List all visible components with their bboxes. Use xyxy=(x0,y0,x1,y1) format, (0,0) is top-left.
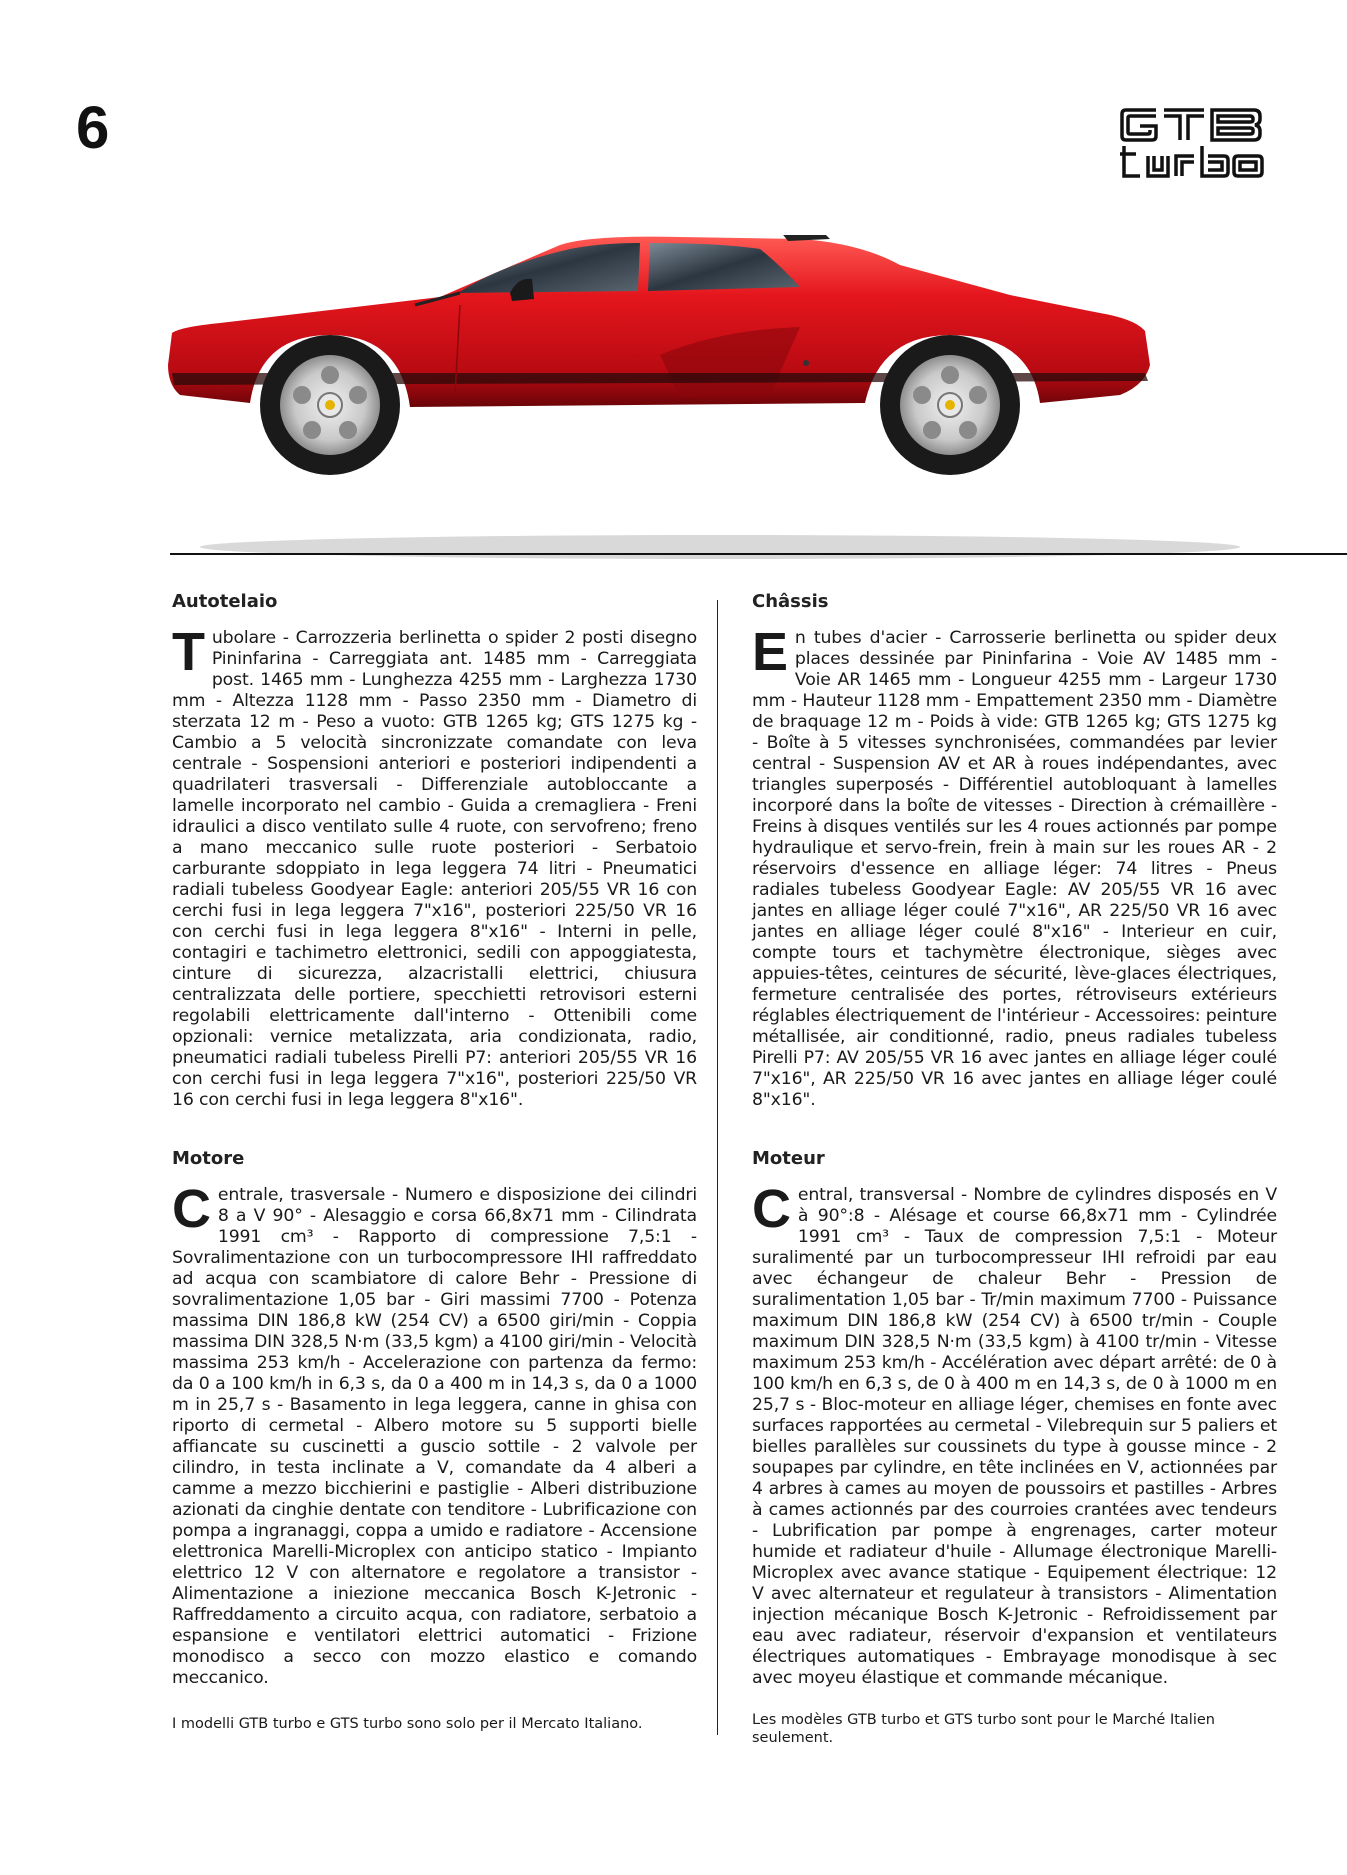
engine-body-fr: entral, transversal - Nombre de cylindres disposés en V à 90°:8 - Alésage et course 66,8x71 mm - Cylindrée 1991 cm³ - Taux de compression 7,5:1 - Moteur suralimenté par un turbocompresseur IHI refroidi par eau avec échangeur de chaleur Behr - Pression de suralimentation 1,05 bar - Tr/min maximum 7700 - Puissance maximum DIN 186,8 kW (254 CV) à 6500 tr/min - Couple maximum DIN 328,5 N·m (33,5 kgm) à 4100 tr/min - Vitesse maximum 253 km/h - Accélération avec départ arrêté: de 0 à 100 km/h en 6,3 s, de 0 à 400 m en 14,3 s, de 0 à 1000 m en 25,7 s - Bloc-moteur en alliage léger, chemises en fonte avec surfaces rapportées au cermetal - Vilebrequin sur 5 paliers et bielles parallèles sur coussinets du type à gousse mince - 2 soupapes par cylindre, en tête inclinées en V, actionnées par 4 arbres à cames au moyen de poussoirs et pastilles - Arbres à cames actionnés par des courroies crantées avec tendeurs - Lubrification par pompe à engrenages, carter moteur humide et radiateur d'huile - Allumage électronique Marelli-Microplex avec avance statique - Equipement électrique: 12 V avec alternateur et regulateur à transistors - Alimentation injection mécanique Bosch K-Jetronic - Refroidissement par eau avec radiateur, réservoir d'expansion et ventilateurs électriques automatiques - Embrayage monodisque à sec avec moyeu élastique et commande mécanique. xyxy=(752,1185,1277,1688)
chassis-body-fr: n tubes d'acier - Carrosserie berlinetta ou spider deux places dessinée par Pininfarina - Voie AV 1485 mm - Voie AR 1465 mm - Longueur 4255 mm - Largeur 1730 mm - Hauteur 1128 mm - Empattement 2350 mm - Diamètre de braquage 12 m - Poids à vide: GTB 1265 kg; GTS 1275 kg - Boîte à 5 vitesses synchronisées, commandées par levier central - Suspension AV et AR à roues indépendantes, avec triangles superposés - Différentiel autobloquant à lamelles incorporé dans la boîte de vitesses - Direction à crémaillère - Freins à disques ventilés sur les 4 roues actionnés par pompe hydraulique et servo-frein, frein à main sur les roues AR - 2 réservoirs d'essence en alliage léger: 74 litres - Pneus radiales tubeless Goodyear Eagle: AV 205/55 VR 16 avec jantes en alliage léger coulé 7"x16", AR 225/50 VR 16 avec jantes en alliage léger coulé 8"x16" - Interieur en cuir, compte tours et tachymètre électronique, sièges avec appuies-têtes, ceintures de sécurité, lève-glaces électriques, fermeture centralisée des portes, rétroviseurs extérieurs réglables électriquement de l'intérieur - Accessoires: peinture métallisée, air conditionné, radio, pneus radiales tubeless Pirelli P7: AV 205/55 VR 16 avec jantes en alliage léger coulé 7"x16", AR 225/50 VR 16 avec jantes en alliage léger coulé 8"x16". xyxy=(752,628,1277,1110)
engine-heading-it: Motore xyxy=(172,1148,245,1169)
french-column xyxy=(752,590,1277,1747)
gtb-turbo-logo xyxy=(1118,104,1268,184)
market-note-fr: Les modèles GTB turbo et GTS turbo sont pour le Marché Italien seulement. xyxy=(752,1712,1215,1746)
dropcap: T xyxy=(172,622,205,682)
market-note-it: I modelli GTB turbo e GTS turbo sono solo per il Mercato Italiano. xyxy=(172,1716,643,1732)
ferrari-gtb-turbo-photo xyxy=(160,235,1270,560)
engine-text-fr xyxy=(752,1179,1277,1689)
chassis-body-it: ubolare - Carrozzeria berlinetta o spider 2 posti disegno Pininfarina - Carreggiata ant. 1485 mm - Carreggiata post. 1465 mm - Lunghezza 4255 mm - Larghezza 1730 mm - Altezza 1128 mm - Passo 2350 mm - Diametro di sterzata 12 m - Peso a vuoto: GTB 1265 kg; GTS 1275 kg - Cambio a 5 velocità sincronizzate comandate con leva centrale - Sospensioni anteriori e posteriori indipendenti a quadrilateri trasversali - Differenziale autobloccante a lamelle incorporato nel cambio - Guida a cremagliera - Freni idraulici a disco ventilato sulle 4 ruote, con servofreno; freno a mano meccanico sulle ruote posteriori - Serbatoio carburante sdoppiato in lega leggera 74 litri - Pneumatici radiali tubeless Goodyear Eagle: anteriori 205/55 VR 16 con cerchi fusi in lega leggera 7"x16", posteriori 225/50 VR 16 con cerchi fusi in lega leggera 8"x16" - Interni in pelle, contagiri e tachimetro elettronici, sedili con appoggiatesta, cinture di sicurezza, alzacristalli elettrici, chiusura centralizzata delle portiere, specchietti retrovisori esterni regolabili elettricamente dall'interno - Ottenibili come opzionali: vernice metalizzata, aria condizionata, radio, pneumatici radiali tubeless Pirelli P7: anteriori 205/55 VR 16 con cerchi fusi in lega leggera 7"x16", posteriori 225/50 VR 16 con cerchi fusi in lega leggera 8"x16". xyxy=(172,628,697,1110)
horizontal-rule xyxy=(170,553,1347,555)
chassis-heading-fr: Châssis xyxy=(752,591,829,612)
column-divider xyxy=(717,600,718,1735)
page-number: 6 xyxy=(76,94,110,161)
dropcap: C xyxy=(172,1179,211,1239)
italian-column xyxy=(172,590,697,1733)
dropcap: C xyxy=(752,1179,791,1239)
chassis-text-it xyxy=(172,622,697,1111)
chassis-text-fr xyxy=(752,622,1277,1111)
engine-heading-fr: Moteur xyxy=(752,1148,825,1169)
engine-body-it: entrale, trasversale - Numero e disposizione dei cilindri 8 a V 90° - Alesaggio e corsa 66,8x71 mm - Cilindrata 1991 cm³ - Rapporto di compressione 7,5:1 - Sovralimentazione con un turbocompressore IHI raffreddato ad acqua con scambiatore di calore Behr - Pressione di sovralimentazione 1,05 bar - Giri massimi 7700 - Potenza massima DIN 186,8 kW (254 CV) a 6500 giri/min - Coppia massima DIN 328,5 N·m (33,5 kgm) a 4100 giri/min - Velocità massima 253 km/h - Accelerazione con partenza da fermo: da 0 a 100 km/h in 6,3 s, da 0 a 400 m in 14,3 s, da 0 a 1000 m in 25,7 s - Basamento in lega leggera, canne in ghisa con riporto di cermetal - Albero motore su 5 supporti bielle affiancate su cuscinetti a guscio sottile - 2 valvole per cilindro, in testa inclinate a V, comandate da 4 alberi a camme a mezzo bicchierini e pastiglie - Alberi distribuzione azionati da cinghie dentate con tenditore - Lubrificazione con pompa a ingranaggi, coppa a umido e radiatore - Accensione elettronica Marelli-Microplex con anticipo statico - Impianto elettrico 12 V con alternatore e regolatore a transistor - Alimentazione a iniezione meccanica Bosch K-Jetronic - Raffreddamento a circuito acqua, con radiatore, serbatoio a espansione e ventilatori elettrici automatici - Frizione monodisco a secco con mozzo elastico e comando meccanico. xyxy=(172,1185,697,1688)
engine-text-it xyxy=(172,1179,697,1689)
chassis-heading-it: Autotelaio xyxy=(172,591,278,612)
dropcap: E xyxy=(752,622,788,682)
